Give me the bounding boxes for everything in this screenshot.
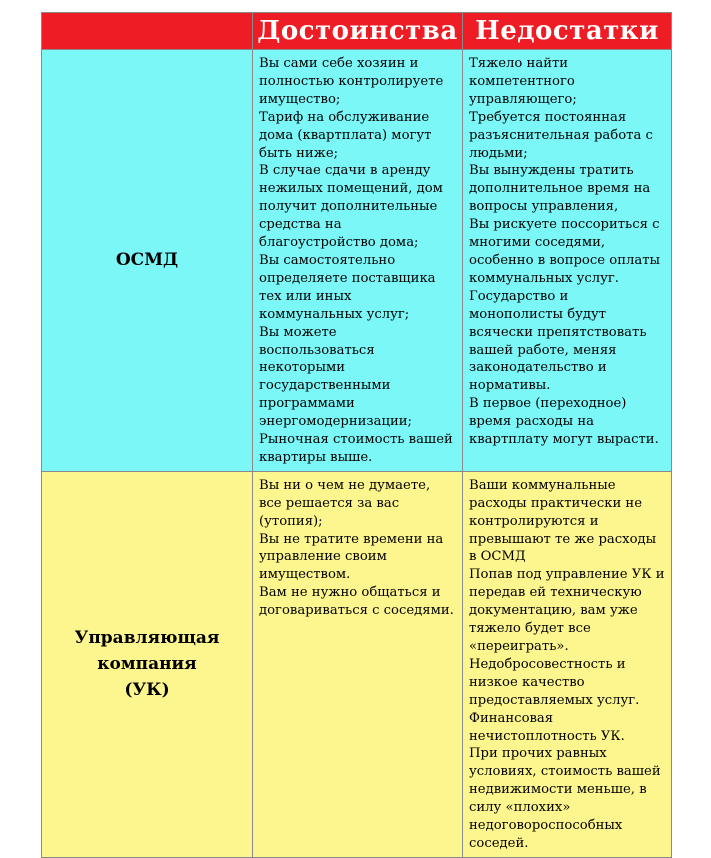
cons-item: Требуется постоянная разъяснительная работа с людьми;	[469, 109, 653, 161]
cons-item: Ваши коммунальные расходы практически не контролируются и превышают те же расходы в ОСМД	[469, 477, 657, 565]
pros-item: Вы самостоятельно определяете поставщика тех или иных коммунальных услуг;	[259, 252, 436, 322]
cons-item: В первое (переходное) время расходы на квартплату могут вырасти.	[469, 396, 659, 448]
row-label-line: (УК)	[124, 680, 170, 701]
row-uk	[42, 471, 672, 857]
pros-cell-uk	[253, 471, 463, 857]
header-row	[42, 13, 672, 50]
cons-item: Попав под управление УК и передав ей техническую документацию, вам уже тяжело будет все «переиграть».	[469, 567, 665, 654]
pros-item: Вы сами себе хозяин и полностью контролируете имущество;	[259, 56, 444, 107]
cons-item: Вы рискуете поссориться с многими соседями, особенно в вопросе оплаты коммунальных услуг.	[469, 217, 661, 286]
cons-item: Недобросовестность и низкое качество предоставляемых услуг.	[469, 656, 640, 708]
cons-cell-uk	[463, 471, 672, 857]
pros-item: В случае сдачи в аренду нежилых помещений, дом получит дополнительные средства на благоустройство дома;	[259, 163, 443, 251]
pros-item: Рыночная стоимость вашей квартиры выше.	[259, 432, 453, 465]
row-label-uk	[42, 471, 253, 857]
comparison-table	[41, 12, 672, 858]
pros-item: Вы можете воспользоваться некоторыми государственными программами энергомодернизации;	[259, 324, 412, 430]
pros-item: Вы ни о чем не думаете, все решается за вас (утопия);	[259, 477, 431, 529]
cons-item: Финансовая нечистоплотность УК.	[469, 710, 625, 744]
row-label-osmd	[42, 50, 253, 472]
header-pros: Достоинства	[253, 13, 463, 50]
header-cons: Недостатки	[463, 13, 672, 50]
cons-item: При прочих равных условиях, стоимость вашей недвижимости меньше, в силу «плохих» недоговороспособных соседей.	[469, 746, 661, 851]
header-empty-cell	[42, 13, 253, 50]
row-label-line: ОСМД	[115, 250, 179, 271]
row-label-line: компания	[97, 654, 197, 675]
pros-cell-osmd	[253, 50, 463, 472]
cons-item: Государство и монополисты будут всячески препятствовать вашей работе, меняя законодательство и нормативы.	[469, 288, 647, 394]
pros-item: Тариф на обслуживание дома (квартплата) могут быть ниже;	[259, 109, 432, 161]
row-label-line: Управляющая	[74, 628, 220, 649]
pros-item: Вам не нужно общаться и договариваться с соседями.	[259, 585, 454, 619]
cons-item: Вы вынуждены тратить дополнительное время на вопросы управления,	[469, 163, 651, 215]
cons-item: Тяжело найти компетентного управляющего;	[469, 56, 577, 107]
pros-item: Вы не тратите времени на управление своим имуществом.	[259, 531, 444, 583]
row-osmd	[42, 50, 672, 472]
cons-cell-osmd	[463, 50, 672, 472]
